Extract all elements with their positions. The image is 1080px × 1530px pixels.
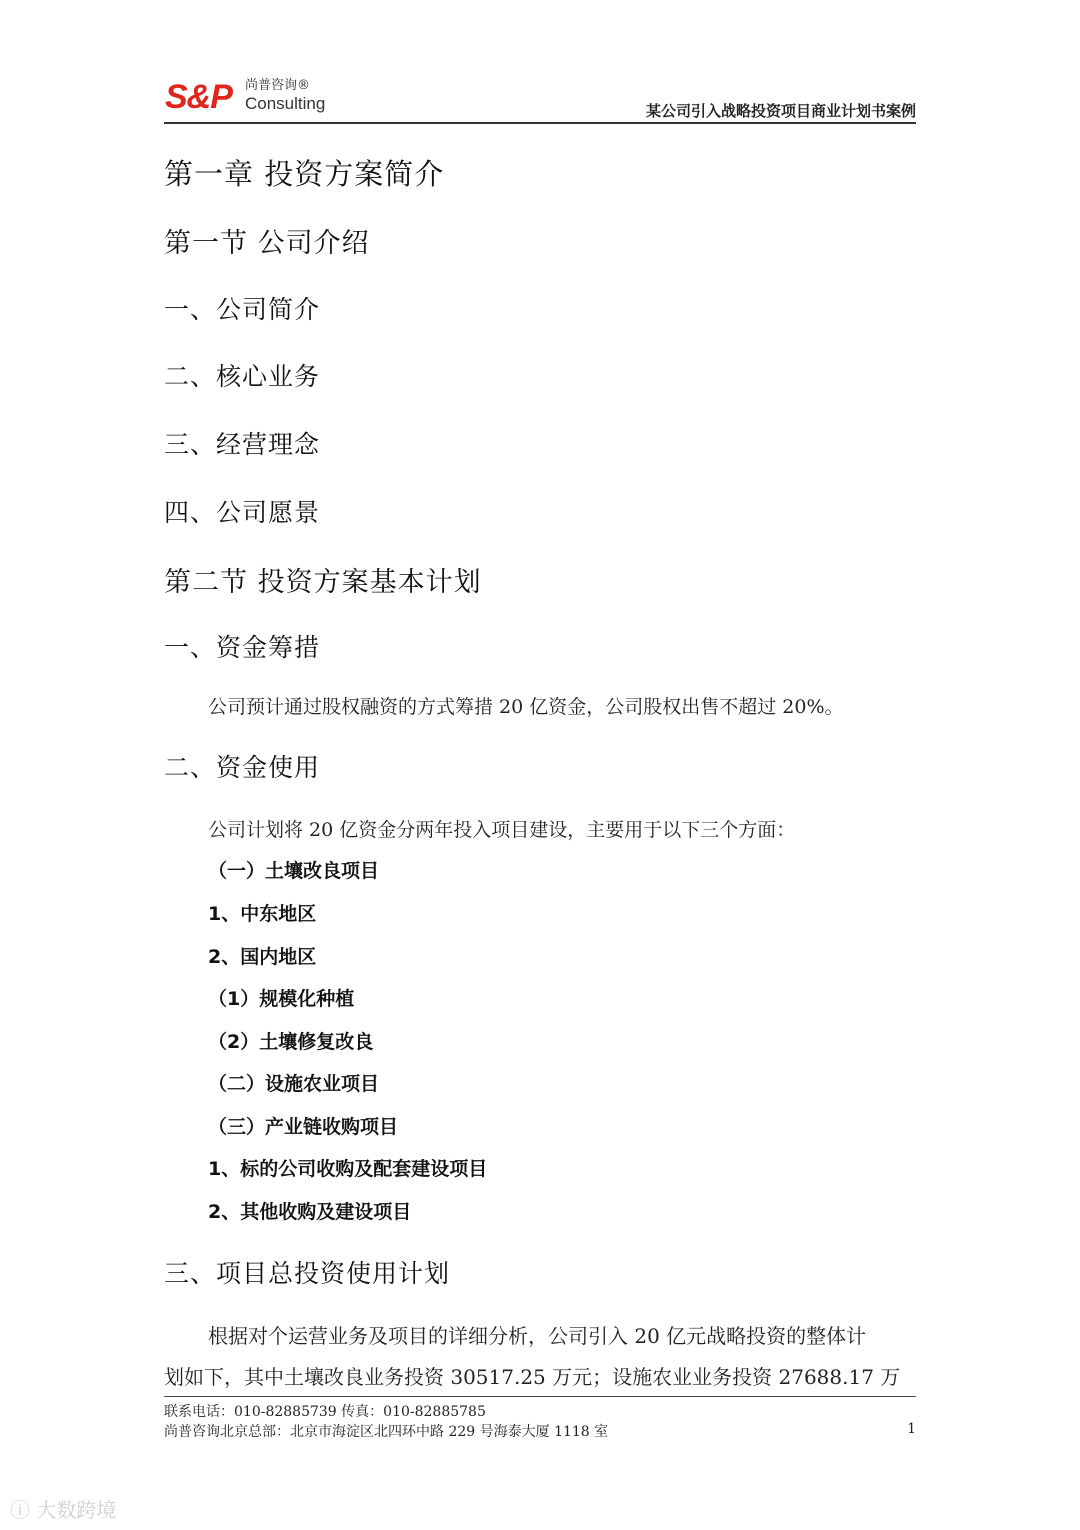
- subsection-heading: 二、资金使用: [164, 753, 321, 782]
- list-item: （1）规模化种植: [208, 988, 355, 1010]
- subsection-heading: 三、经营理念: [164, 430, 321, 459]
- logo-english-name: Consulting: [245, 94, 326, 113]
- footer-contact: 联系电话：010-82885739 传真：010-82885785: [164, 1404, 486, 1420]
- footer-address: 尚普咨询北京总部：北京市海淀区北四环中路 229 号海泰大厦 1118 室: [164, 1424, 609, 1440]
- list-item: 2、其他收购及建设项目: [208, 1201, 412, 1223]
- subsection-heading: 三、项目总投资使用计划: [164, 1259, 451, 1288]
- list-item: （三）产业链收购项目: [208, 1116, 399, 1138]
- section-heading-1: 第一节 公司介绍: [164, 228, 370, 259]
- footer-divider: [164, 1396, 916, 1397]
- list-item: （2）土壤修复改良: [208, 1031, 374, 1053]
- watermark-text: 大数跨境: [36, 1498, 117, 1522]
- list-item: 1、标的公司收购及配套建设项目: [208, 1158, 488, 1180]
- list-item: （一）土壤改良项目: [208, 860, 380, 882]
- list-item: （二）设施农业项目: [208, 1073, 380, 1095]
- chapter-heading: 第一章 投资方案简介: [164, 157, 445, 191]
- company-logo: [165, 78, 345, 116]
- subsection-heading: 一、资金筹措: [164, 633, 321, 662]
- logo-mark: S&P: [165, 78, 232, 116]
- watermark: [10, 1494, 116, 1523]
- paragraph-line: 根据对个运营业务及项目的详细分析，公司引入 20 亿元战略投资的整体计: [208, 1324, 867, 1348]
- subsection-heading: 一、公司简介: [164, 295, 321, 324]
- paragraph: 公司预计通过股权融资的方式筹措 20 亿资金，公司股权出售不超过 20%。: [208, 696, 844, 718]
- document-title: 某公司引入战略投资项目商业计划书案例: [645, 102, 916, 120]
- subsection-heading: 二、核心业务: [164, 362, 321, 391]
- header-divider: [164, 122, 916, 124]
- list-item: 1、中东地区: [208, 903, 317, 925]
- section-heading-2: 第二节 投资方案基本计划: [164, 567, 482, 598]
- list-item: 2、国内地区: [208, 946, 317, 968]
- paragraph-line: 划如下，其中土壤改良业务投资 30517.25 万元；设施农业业务投资 27688.17 万: [164, 1365, 901, 1389]
- subsection-heading: 四、公司愿景: [164, 498, 321, 527]
- page-number: 1: [907, 1421, 916, 1437]
- logo-chinese-name: 尚普咨询®: [245, 78, 311, 93]
- paragraph: 公司计划将 20 亿资金分两年投入项目建设，主要用于以下三个方面：: [208, 819, 796, 841]
- watermark-logo-icon: ⓘ: [10, 1498, 37, 1522]
